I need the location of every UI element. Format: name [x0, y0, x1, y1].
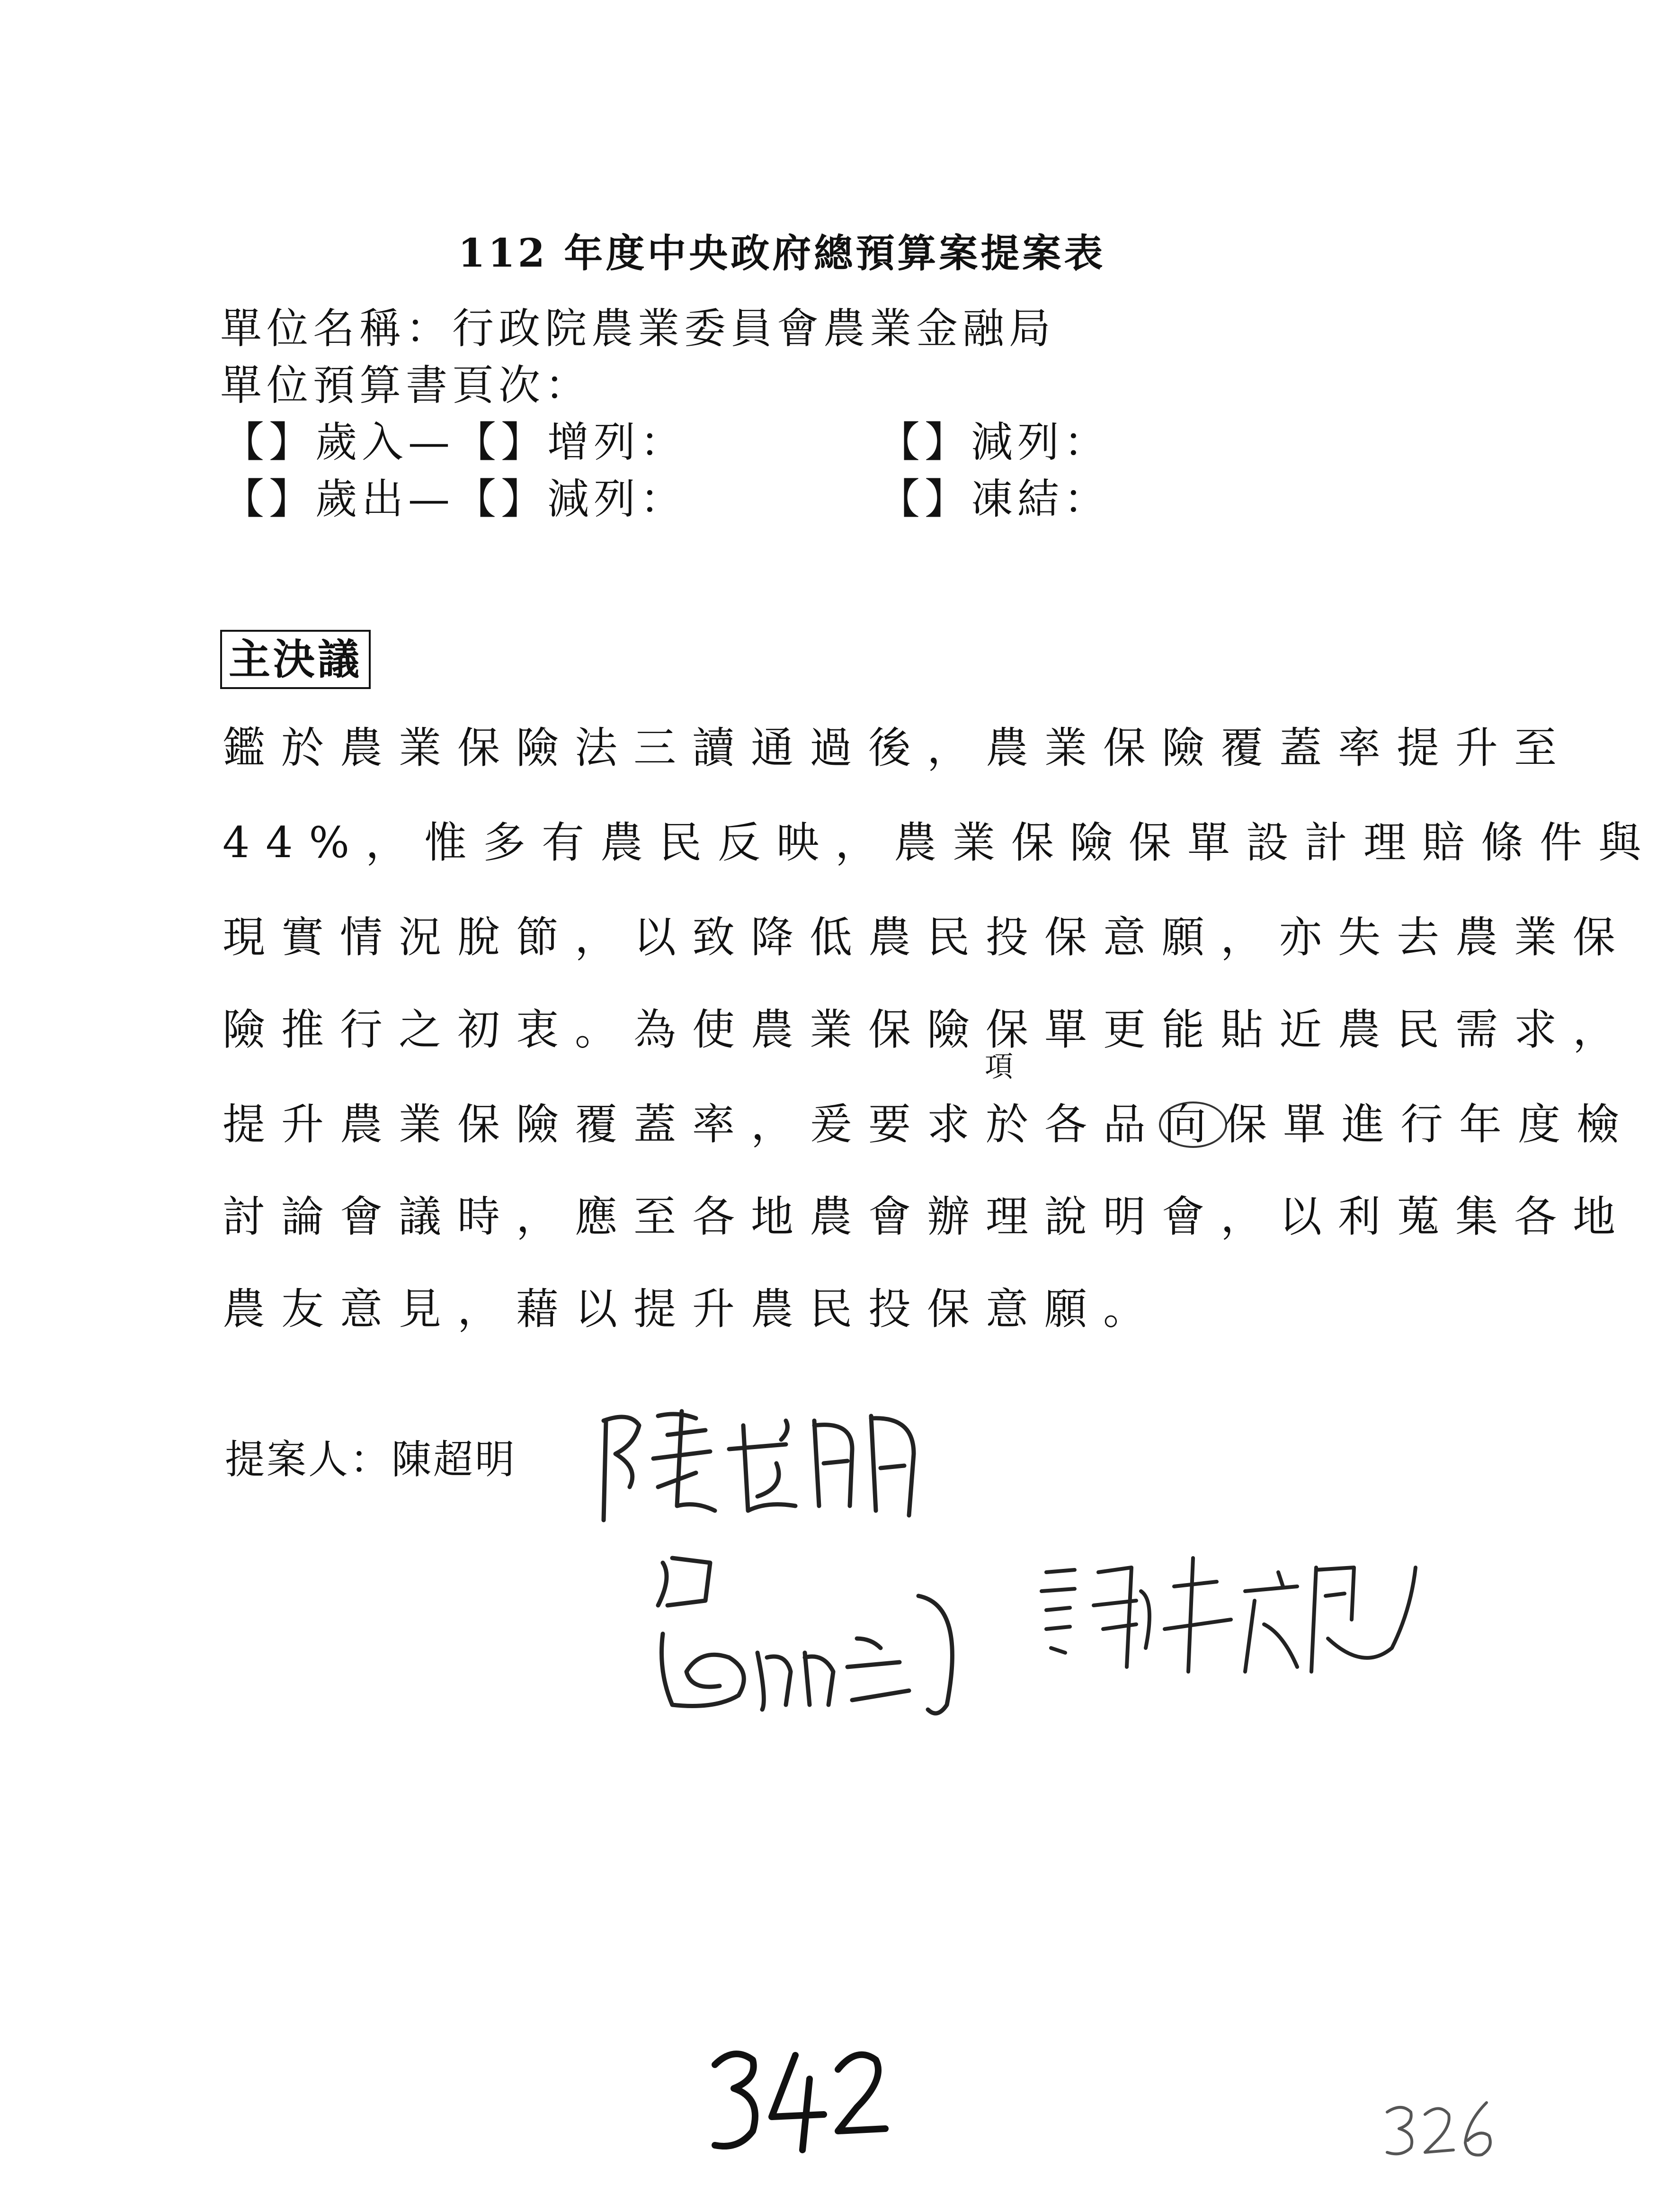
body-line: 討論會議時，應至各地農會辦理說明會，以利蒐集各地	[223, 1192, 1631, 1242]
signature-cosigner-2-image	[1032, 1515, 1420, 1705]
proposer-line: 提案人：陳超明	[225, 1436, 517, 1483]
unit-name: 單位名稱：行政院農業委員會農業金融局	[220, 304, 1056, 353]
revenue-increase-row: 【】歲入—【】增列：	[223, 418, 687, 466]
document-title: 112 年度中央政府總預算案提案表	[458, 231, 1106, 276]
body-line	[223, 1100, 1635, 1149]
body-line: 鑑於農業保險法三讀通過後，農業保險覆蓋率提升至	[223, 723, 1573, 773]
handwritten-correction: 項	[985, 1050, 1013, 1084]
signature-primary-image	[587, 1392, 947, 1534]
section-label-main-resolution: 主決議	[220, 630, 371, 689]
page-number-handwritten-right	[1378, 2093, 1510, 2164]
body-text: 提升農業保險覆蓋率，爰要求於各品	[223, 1100, 1162, 1149]
body-line: 農友意見，藉以提升農民投保意願。	[223, 1284, 1162, 1334]
circled-character: 向	[1159, 1102, 1227, 1148]
body-line: 現實情況脫節，以致降低農民投保意願，亦失去農業保	[223, 913, 1631, 962]
body-line: 險推行之初衷。為使農業保險保單更能貼近農民需求，	[223, 1005, 1631, 1055]
body-text: 保單進行年度檢	[1224, 1100, 1635, 1149]
expense-freeze-row: 【】凍結：	[878, 475, 1111, 523]
signature-cosigner-1-image	[644, 1549, 966, 1724]
revenue-decrease-row: 【】減列：	[878, 418, 1111, 466]
page-number-handwritten-center	[701, 2036, 900, 2159]
expense-decrease-row: 【】歲出—【】減列：	[223, 475, 687, 523]
unit-budget-pages: 單位預算書頁次：	[220, 361, 592, 410]
body-line: 44%，惟多有農民反映，農業保險保單設計理賠條件與	[223, 818, 1657, 868]
